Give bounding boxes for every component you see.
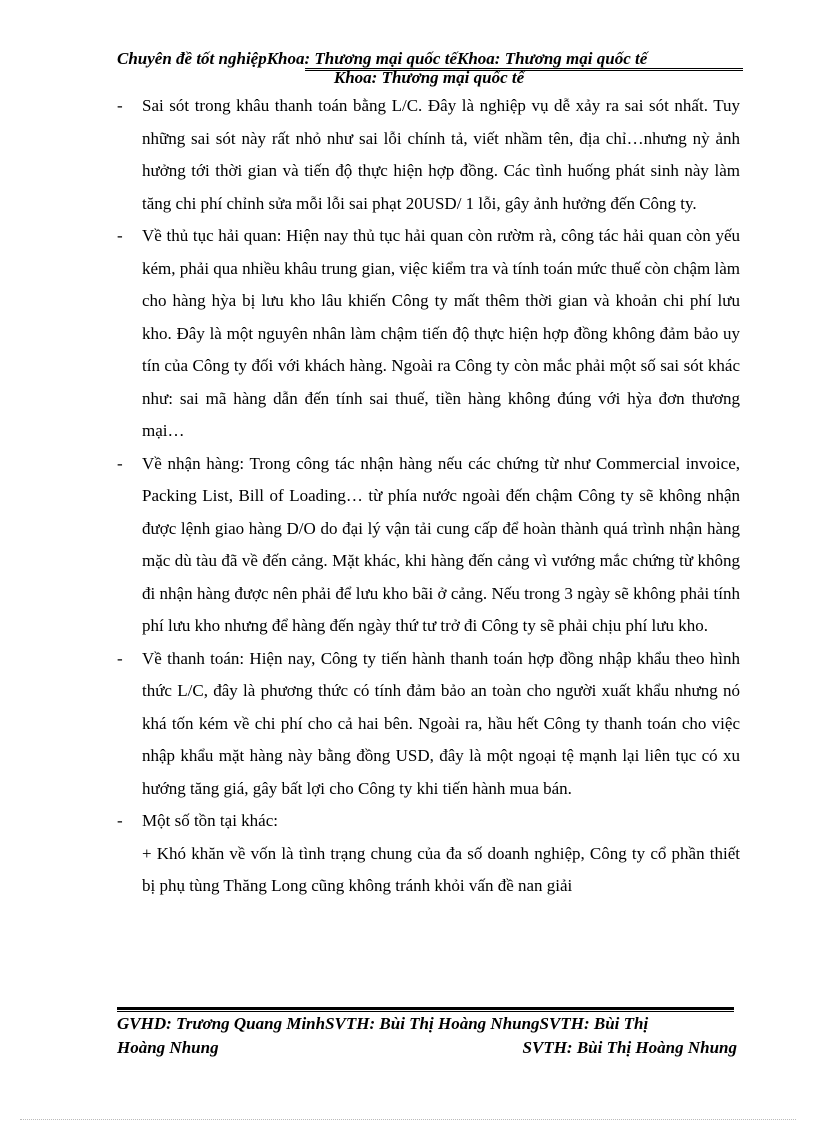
footer-line-1: GVHD: Trương Quang MinhSVTH: Bùi Thị Hoàng NhungSVTH: Bùi Thị (117, 1014, 649, 1033)
bullet-dash: - (117, 453, 123, 473)
footer-line-2-right: SVTH: Bùi Thị Hoàng Nhung (522, 1038, 737, 1057)
list-item (117, 643, 740, 806)
list-item (117, 448, 740, 643)
bullet-dash: - (117, 811, 123, 830)
footer-line-2-left: Hoàng Nhung (117, 1038, 219, 1057)
list-item-text: Về nhận hàng: Trong công tác nhận hàng nếu các chứng từ như Commercial invoice, Packing List, Bill of Loading… từ phía nước ngoài đến chậm Công ty sẽ không nhận được lệnh giao hàng D/O do đại lý vận tải cung cấp để hoàn thành quá trình nhận hàng mặc dù tàu đã về đến cảng. Mặt khác, khi hàng đến cảng vì vướng mắc chứng từ không đi nhận hàng được nên phải để lưu kho bãi ở cảng. Nếu trong 3 ngày sẽ không phải tính phí lưu kho nhưng để hàng đến ngày thứ tư trở đi Công ty sẽ phải chịu phí lưu kho. (142, 453, 740, 635)
bullet-dash: - (117, 648, 123, 668)
list-item-text: Sai sót trong khâu thanh toán bằng L/C. Đây là nghiệp vụ dễ xảy ra sai sót nhất. Tuy những sai sót này rất nhỏ như sai lỗi chính tả, viết nhầm tên, địa chỉ…nhưng nỳ ảnh hưởng tới thời gian và tiến độ thực hiện hợp đồng. Các tình huống phát sinh này làm tăng chi phí chỉnh sửa mỗi lỗi sai phạt 20USD/ 1 lỗi, gây ảnh hưởng đến Công ty. (142, 96, 740, 213)
list-item (117, 220, 740, 448)
bullet-dash: - (117, 226, 123, 245)
list-item-text: Về thủ tục hải quan: Hiện nay thủ tục hải quan còn rườm rà, công tác hải quan còn yếu kém, phải qua nhiều khâu trung gian, việc kiểm tra và tính toán mức thuế còn chậm làm cho hàng hỳa bị lưu kho lâu khiến Công ty mất thêm thời gian và khoản chi phí lưu kho. Đây là một nguyên nhân làm chậm tiến độ thực hiện hợp đồng không đảm bảo uy tín của Công ty đối với khách hàng. Ngoài ra Công ty còn mắc phải một số sai sót khác như: sai mã hàng dẫn đến tính sai thuế, tiền hàng không đúng với hỳa đơn thương mại… (142, 226, 740, 440)
list-item-text: Về thanh toán: Hiện nay, Công ty tiến hành thanh toán hợp đồng nhập khẩu theo hình thức L/C, đây là phương thức có tính đảm bảo an toàn cho người xuất khẩu nhưng nó khá tốn kém về chi phí cho cả hai bên. Ngoài ra, hầu hết Công ty thanh toán cho việc nhập khẩu mặt hàng này bằng đồng USD, đây là một ngoại tệ mạnh lại liên tục có xu hướng tăng giá, gây bất lợi cho Công ty khi tiến hành mua bán. (142, 648, 740, 798)
page-footer (117, 1012, 737, 1060)
list-item (117, 805, 740, 838)
list-item-text: Một số tồn tại khác: (142, 811, 278, 830)
page-edge-dotted-line (20, 1119, 796, 1120)
footer-line-2 (117, 1036, 737, 1060)
list-item (117, 90, 740, 220)
document-body (117, 90, 740, 903)
bullet-dash: - (117, 96, 123, 115)
header-line-1: Chuyên đề tốt nghiệpKhoa: Thương mại quốc tếKhoa: Thương mại quốc tế (117, 49, 648, 68)
header-line-2: Khoa: Thương mại quốc tế (333, 68, 525, 87)
header-rule (305, 68, 743, 71)
plus-paragraph: + Khó khăn về vốn là tình trạng chung của đa số doanh nghiệp, Công ty cổ phần thiết bị phụ tùng Thăng Long cũng không tránh khỏi vấn đề nan giải (142, 843, 740, 895)
